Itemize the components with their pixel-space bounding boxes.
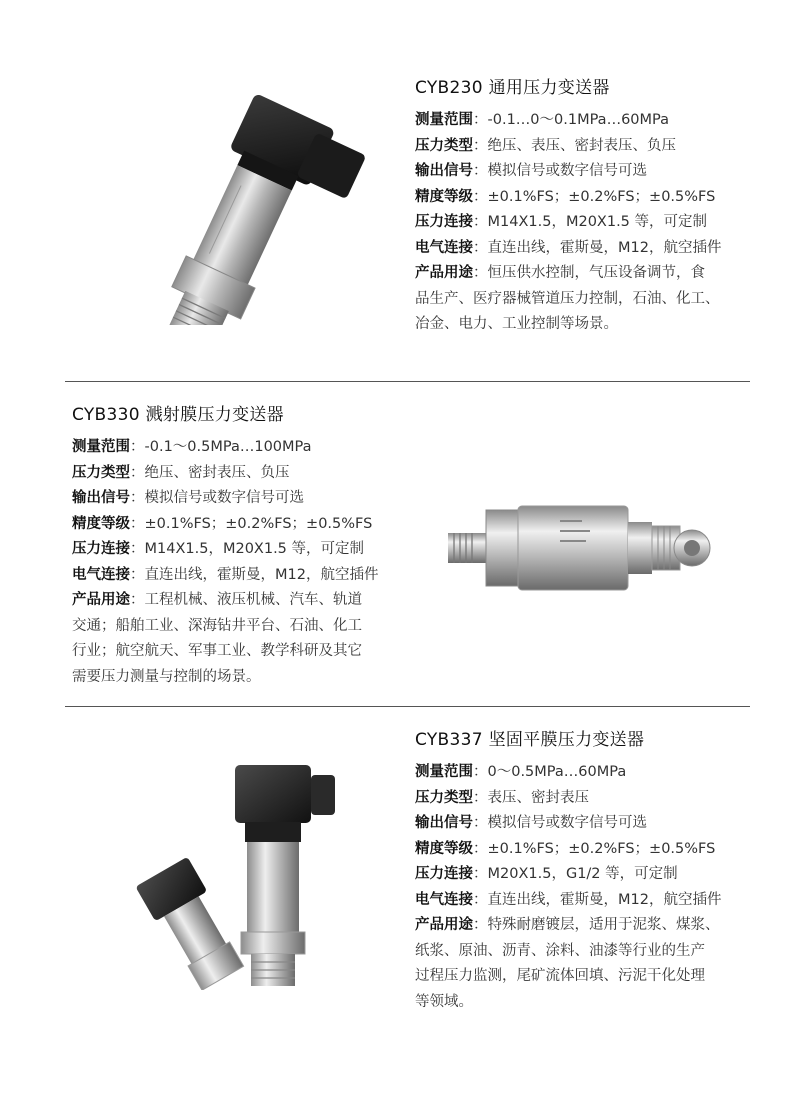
spec-value: 直连出线，霍斯曼，M12，航空插件 (487, 891, 722, 908)
product-info-cyb230 (415, 73, 760, 338)
usage-line: 需要压力测量与控制的场景。 (72, 668, 261, 685)
spec-label: 输出信号 (415, 163, 473, 179)
spec-label: 测量范围 (415, 112, 473, 128)
spec-label: 测量范围 (415, 764, 473, 780)
spec-row: 精度等级：±0.1%FS；±0.2%FS；±0.5%FS (415, 840, 716, 857)
spec-row: 测量范围：-0.1…0～0.1MPa…60MPa (415, 112, 670, 128)
spec-row: 压力连接：M14X1.5，M20X1.5 等，可定制 (415, 214, 708, 230)
spec-label: 电气连接 (72, 566, 130, 583)
usage-row: 产品用途：恒压供水控制，气压设备调节，食 (415, 265, 705, 281)
usage-line: 品生产、医疗器械管道压力控制，石油、化工、 (415, 290, 720, 307)
spec-row: 压力连接：M20X1.5，G1/2 等，可定制 (415, 866, 678, 882)
spec-row: 压力类型：表压、密封表压 (415, 789, 589, 806)
spec-value: 绝压、密封表压、负压 (144, 464, 290, 481)
spec-value: 模拟信号或数字信号可选 (487, 163, 647, 179)
spec-row: 输出信号：模拟信号或数字信号可选 (72, 490, 304, 506)
product-title: CYB330 溅射膜压力变送器 (72, 405, 284, 425)
spec-row: 测量范围：-0.1～0.5MPa…100MPa (72, 439, 312, 455)
spec-value: 直连出线，霍斯曼，M12，航空插件 (144, 566, 379, 583)
usage-label: 产品用途 (415, 265, 473, 281)
spec-value: M14X1.5，M20X1.5 等，可定制 (487, 214, 708, 230)
spec-row: 电气连接：直连出线，霍斯曼，M12，航空插件 (72, 566, 379, 583)
product-image-cyb230 (105, 95, 375, 325)
usage-line: 冶金、电力、工业控制等场景。 (415, 316, 618, 332)
spec-value: 绝压、表压、密封表压、负压 (487, 137, 676, 154)
spec-row: 电气连接：直连出线，霍斯曼，M12，航空插件 (415, 239, 722, 256)
spec-label: 电气连接 (415, 891, 473, 908)
spec-row: 精度等级：±0.1%FS；±0.2%FS；±0.5%FS (72, 515, 373, 532)
spec-label: 精度等级 (415, 840, 473, 857)
spec-value: 表压、密封表压 (487, 789, 589, 806)
usage-line: 过程压力监测，尾矿流体回填、污泥干化处理 (415, 968, 705, 984)
usage-row: 产品用途：特殊耐磨镀层，适用于泥浆、煤浆、 (415, 917, 720, 933)
spec-row: 输出信号：模拟信号或数字信号可选 (415, 815, 647, 831)
usage-line: 工程机械、液压机械、汽车、轨道 (144, 592, 362, 608)
spec-label: 压力类型 (72, 464, 130, 481)
spec-value: M20X1.5，G1/2 等，可定制 (487, 866, 678, 882)
spec-label: 电气连接 (415, 239, 473, 256)
spec-value: ±0.1%FS；±0.2%FS；±0.5%FS (487, 840, 716, 857)
spec-row: 精度等级：±0.1%FS；±0.2%FS；±0.5%FS (415, 188, 716, 205)
spec-value: 模拟信号或数字信号可选 (487, 815, 647, 831)
spec-value: ±0.1%FS；±0.2%FS；±0.5%FS (487, 188, 716, 205)
usage-label: 产品用途 (72, 592, 130, 608)
spec-row: 压力类型：绝压、表压、密封表压、负压 (415, 137, 676, 154)
product-info-cyb330 (72, 400, 417, 690)
usage-label: 产品用途 (415, 917, 473, 933)
spec-row: 电气连接：直连出线，霍斯曼，M12，航空插件 (415, 891, 722, 908)
product-title: CYB230 通用压力变送器 (415, 78, 610, 98)
usage-line: 恒压供水控制，气压设备调节，食 (487, 265, 705, 281)
usage-line: 纸浆、原油、沥青、涂料、油漆等行业的生产 (415, 942, 705, 959)
spec-label: 压力连接 (415, 866, 473, 882)
spec-row: 压力类型：绝压、密封表压、负压 (72, 464, 290, 481)
spec-label: 输出信号 (72, 490, 130, 506)
spec-label: 测量范围 (72, 439, 130, 455)
section-divider (65, 706, 750, 707)
product-title: CYB337 坚固平膜压力变送器 (415, 730, 645, 750)
spec-value: 模拟信号或数字信号可选 (144, 490, 304, 506)
usage-line: 特殊耐磨镀层，适用于泥浆、煤浆、 (487, 917, 720, 933)
spec-value: ±0.1%FS；±0.2%FS；±0.5%FS (144, 515, 373, 532)
spec-value: M14X1.5，M20X1.5 等，可定制 (144, 541, 365, 557)
usage-row: 产品用途：工程机械、液压机械、汽车、轨道 (72, 592, 362, 608)
product-image-cyb330 (440, 500, 715, 595)
spec-label: 精度等级 (72, 515, 130, 532)
spec-row: 输出信号：模拟信号或数字信号可选 (415, 163, 647, 179)
spec-label: 压力类型 (415, 137, 473, 154)
spec-label: 压力类型 (415, 789, 473, 806)
spec-label: 输出信号 (415, 815, 473, 831)
spec-value: -0.1～0.5MPa…100MPa (144, 439, 312, 455)
spec-value: 直连出线，霍斯曼，M12，航空插件 (487, 239, 722, 256)
usage-line: 等领域。 (415, 993, 473, 1010)
spec-label: 压力连接 (415, 214, 473, 230)
spec-value: 0～0.5MPa…60MPa (487, 764, 627, 780)
product-info-cyb337 (415, 725, 760, 1015)
spec-label: 压力连接 (72, 541, 130, 557)
product-image-cyb337 (135, 760, 345, 990)
spec-label: 精度等级 (415, 188, 473, 205)
spec-row: 压力连接：M14X1.5，M20X1.5 等，可定制 (72, 541, 365, 557)
spec-row: 测量范围：0～0.5MPa…60MPa (415, 764, 627, 780)
spec-value: -0.1…0～0.1MPa…60MPa (487, 112, 670, 128)
usage-line: 行业；航空航天、军事工业、教学科研及其它 (72, 643, 362, 659)
usage-line: 交通；船舶工业、深海钻井平台、石油、化工 (72, 617, 362, 634)
section-divider (65, 381, 750, 382)
